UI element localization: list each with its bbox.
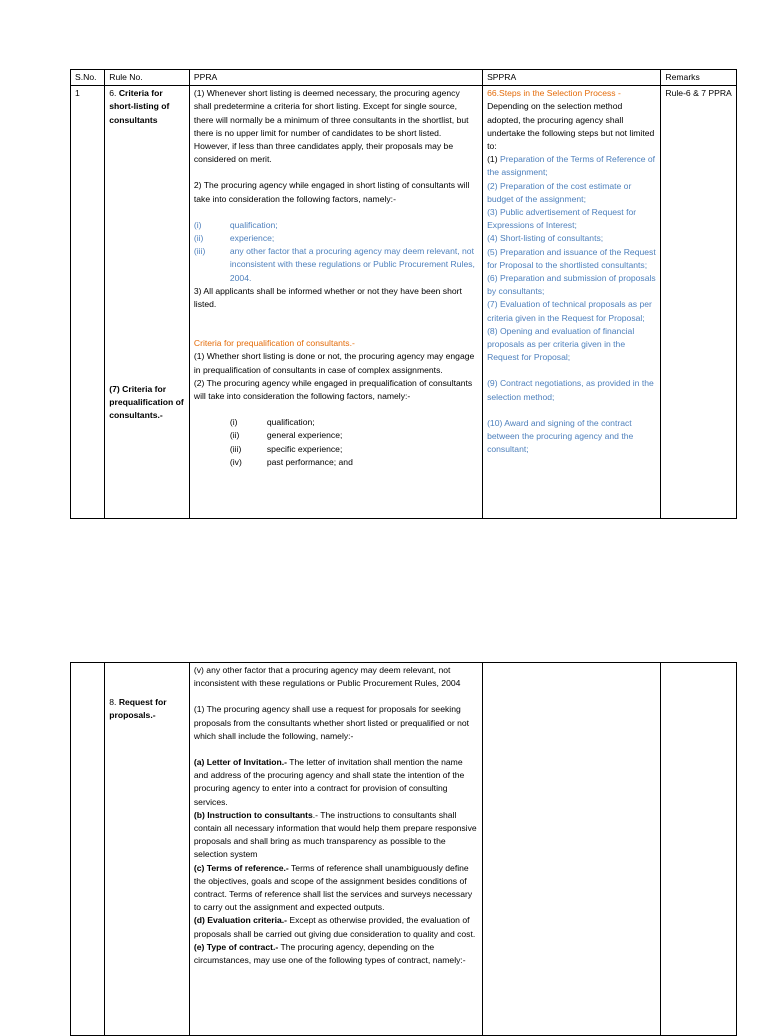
- remarks-cell: [661, 663, 737, 1036]
- sppra-step: (6) Preparation and submission of proposals by consultants;: [487, 273, 656, 297]
- rfp-item: (a) Letter of Invitation.- The letter of invitation shall mention the name and address of the procuring agency and shall state the intention of the procuring agency to enter into a contract for provision of consulting services.: [193, 757, 465, 807]
- rfp-item: (e) Type of contract.- The procuring agency, depending on the circumstances, may use one of the following types of contract, namely:-: [193, 941, 466, 966]
- comparison-table-page-1: [70, 69, 737, 519]
- ppra-factor-list: [194, 219, 478, 285]
- rule-no-cell: [105, 86, 190, 519]
- row-sno: 1: [71, 86, 105, 519]
- rfp-item: (b) Instruction to consultants.- The instructions to consultants shall contain all necessary information that would help them prepare responsive proposals and shall bring as much transparency as possible to the selection system: [193, 809, 477, 860]
- header-sppra: SPPRA: [483, 70, 661, 86]
- row-sno: [71, 663, 105, 1036]
- ppra-paragraph: (v) any other factor that a procuring agency may deem relevant, not inconsistent with these regulations or Public Procurement Rules, 2004: [193, 665, 461, 689]
- list-item: (iv) past performance; and: [229, 456, 353, 467]
- header-sno: S.No.: [71, 70, 105, 86]
- ppra-cell: [189, 663, 482, 1036]
- sppra-cell: [483, 86, 661, 519]
- ppra-prequal-list: [194, 416, 478, 469]
- sppra-title: 66.Steps in the Selection Process -: [487, 88, 621, 99]
- list-item: (ii) general experience;: [229, 430, 343, 441]
- ppra-paragraph: (1) The procuring agency shall use a request for proposals for seeking proposals from the consultants whether short listed or prequalified or not which shall include the following, namely:-: [193, 704, 470, 741]
- list-item: (iii) any other factor that a procuring agency may deem relevant, not inconsistent with these regulations or Public Procurement Rules, 2004.: [193, 246, 475, 283]
- rule-6-heading: 6. Criteria for short-listing of consultants: [109, 88, 170, 125]
- sppra-cell: [483, 663, 661, 1036]
- sppra-step: (4) Short-listing of consultants;: [487, 233, 604, 244]
- rule-8-heading: 8. Request for proposals.-: [109, 697, 167, 721]
- header-rule-no: Rule No.: [105, 70, 190, 86]
- rule-7-heading: (7) Criteria for prequalification of consultants.-: [109, 383, 184, 421]
- list-item: (ii) experience;: [193, 233, 275, 244]
- list-item: (i) qualification;: [229, 417, 315, 428]
- comparison-table-page-2: [70, 662, 737, 1036]
- ppra-paragraph: (2) The procuring agency while engaged in prequalification of consultants will take into consideration the following factors, namely:-: [193, 377, 473, 402]
- ppra-paragraph: 3) All applicants shall be informed whether or not they have been short listed.: [193, 285, 462, 310]
- sppra-step: (3) Public advertisement of Request for Expressions of Interest;: [487, 207, 637, 231]
- header-remarks: Remarks: [661, 70, 737, 86]
- header-ppra: PPRA: [189, 70, 482, 86]
- ppra-criteria-title: Criteria for prequalification of consultants.-: [193, 338, 355, 349]
- rule-no-cell: [105, 663, 190, 1036]
- ppra-cell: [189, 86, 482, 519]
- list-item: (i) qualification;: [193, 219, 278, 230]
- sppra-intro: Depending on the selection method adopted, the procuring agency shall undertake the following steps but not limited to:: [487, 101, 655, 152]
- table-row: [71, 663, 737, 1036]
- ppra-paragraph: (1) Whether short listing is done or not, the procuring agency may engage in prequalification of consultants in case of complex assignments.: [193, 351, 475, 375]
- sppra-step: (5) Preparation and issuance of the Request for Proposal to the shortlisted consultants;: [487, 246, 656, 270]
- sppra-step: (8) Opening and evaluation of financial proposals as per criteria given in the Request for Proposal;: [487, 325, 635, 363]
- remarks-cell: Rule-6 & 7 PPRA: [661, 86, 737, 519]
- sppra-step: (10) Award and signing of the contract between the procuring agency and the consultant;: [487, 417, 634, 455]
- ppra-paragraph: (1) Whenever short listing is deemed necessary, the procuring agency shall predetermine a criteria for short listing. Except for single source, there will normally be a minimum of three consultants in the shortlist, but there is no upper limit for number of candidates to be short listed. However, if less than three candidates apply, their proposals may be considered on merit.: [193, 88, 469, 165]
- sppra-step: (1) Preparation of the Terms of Reference of the assignment;: [487, 154, 656, 178]
- sppra-step: (9) Contract negotiations, as provided in the selection method;: [487, 378, 654, 402]
- table-header-row: [71, 70, 737, 86]
- table-row: [71, 86, 737, 519]
- list-item: (iii) specific experience;: [229, 443, 343, 454]
- sppra-step: (2) Preparation of the cost estimate or budget of the assignment;: [487, 180, 632, 204]
- sppra-step: (7) Evaluation of technical proposals as per criteria given in the Request for Proposal;: [487, 299, 652, 323]
- ppra-paragraph: 2) The procuring agency while engaged in short listing of consultants will take into consideration the following factors, namely:-: [193, 180, 470, 204]
- rfp-item: (c) Terms of reference.- Terms of reference shall unambiguously define the objectives, goals and scope of the assignment besides conditions of contract. Terms of reference shall list the services and surveys necessary to carry out the assignment and expected outputs.: [193, 862, 473, 913]
- rfp-item: (d) Evaluation criteria.- Except as otherwise provided, the evaluation of proposals shall be carried out giving due consideration to quality and cost.: [193, 915, 476, 939]
